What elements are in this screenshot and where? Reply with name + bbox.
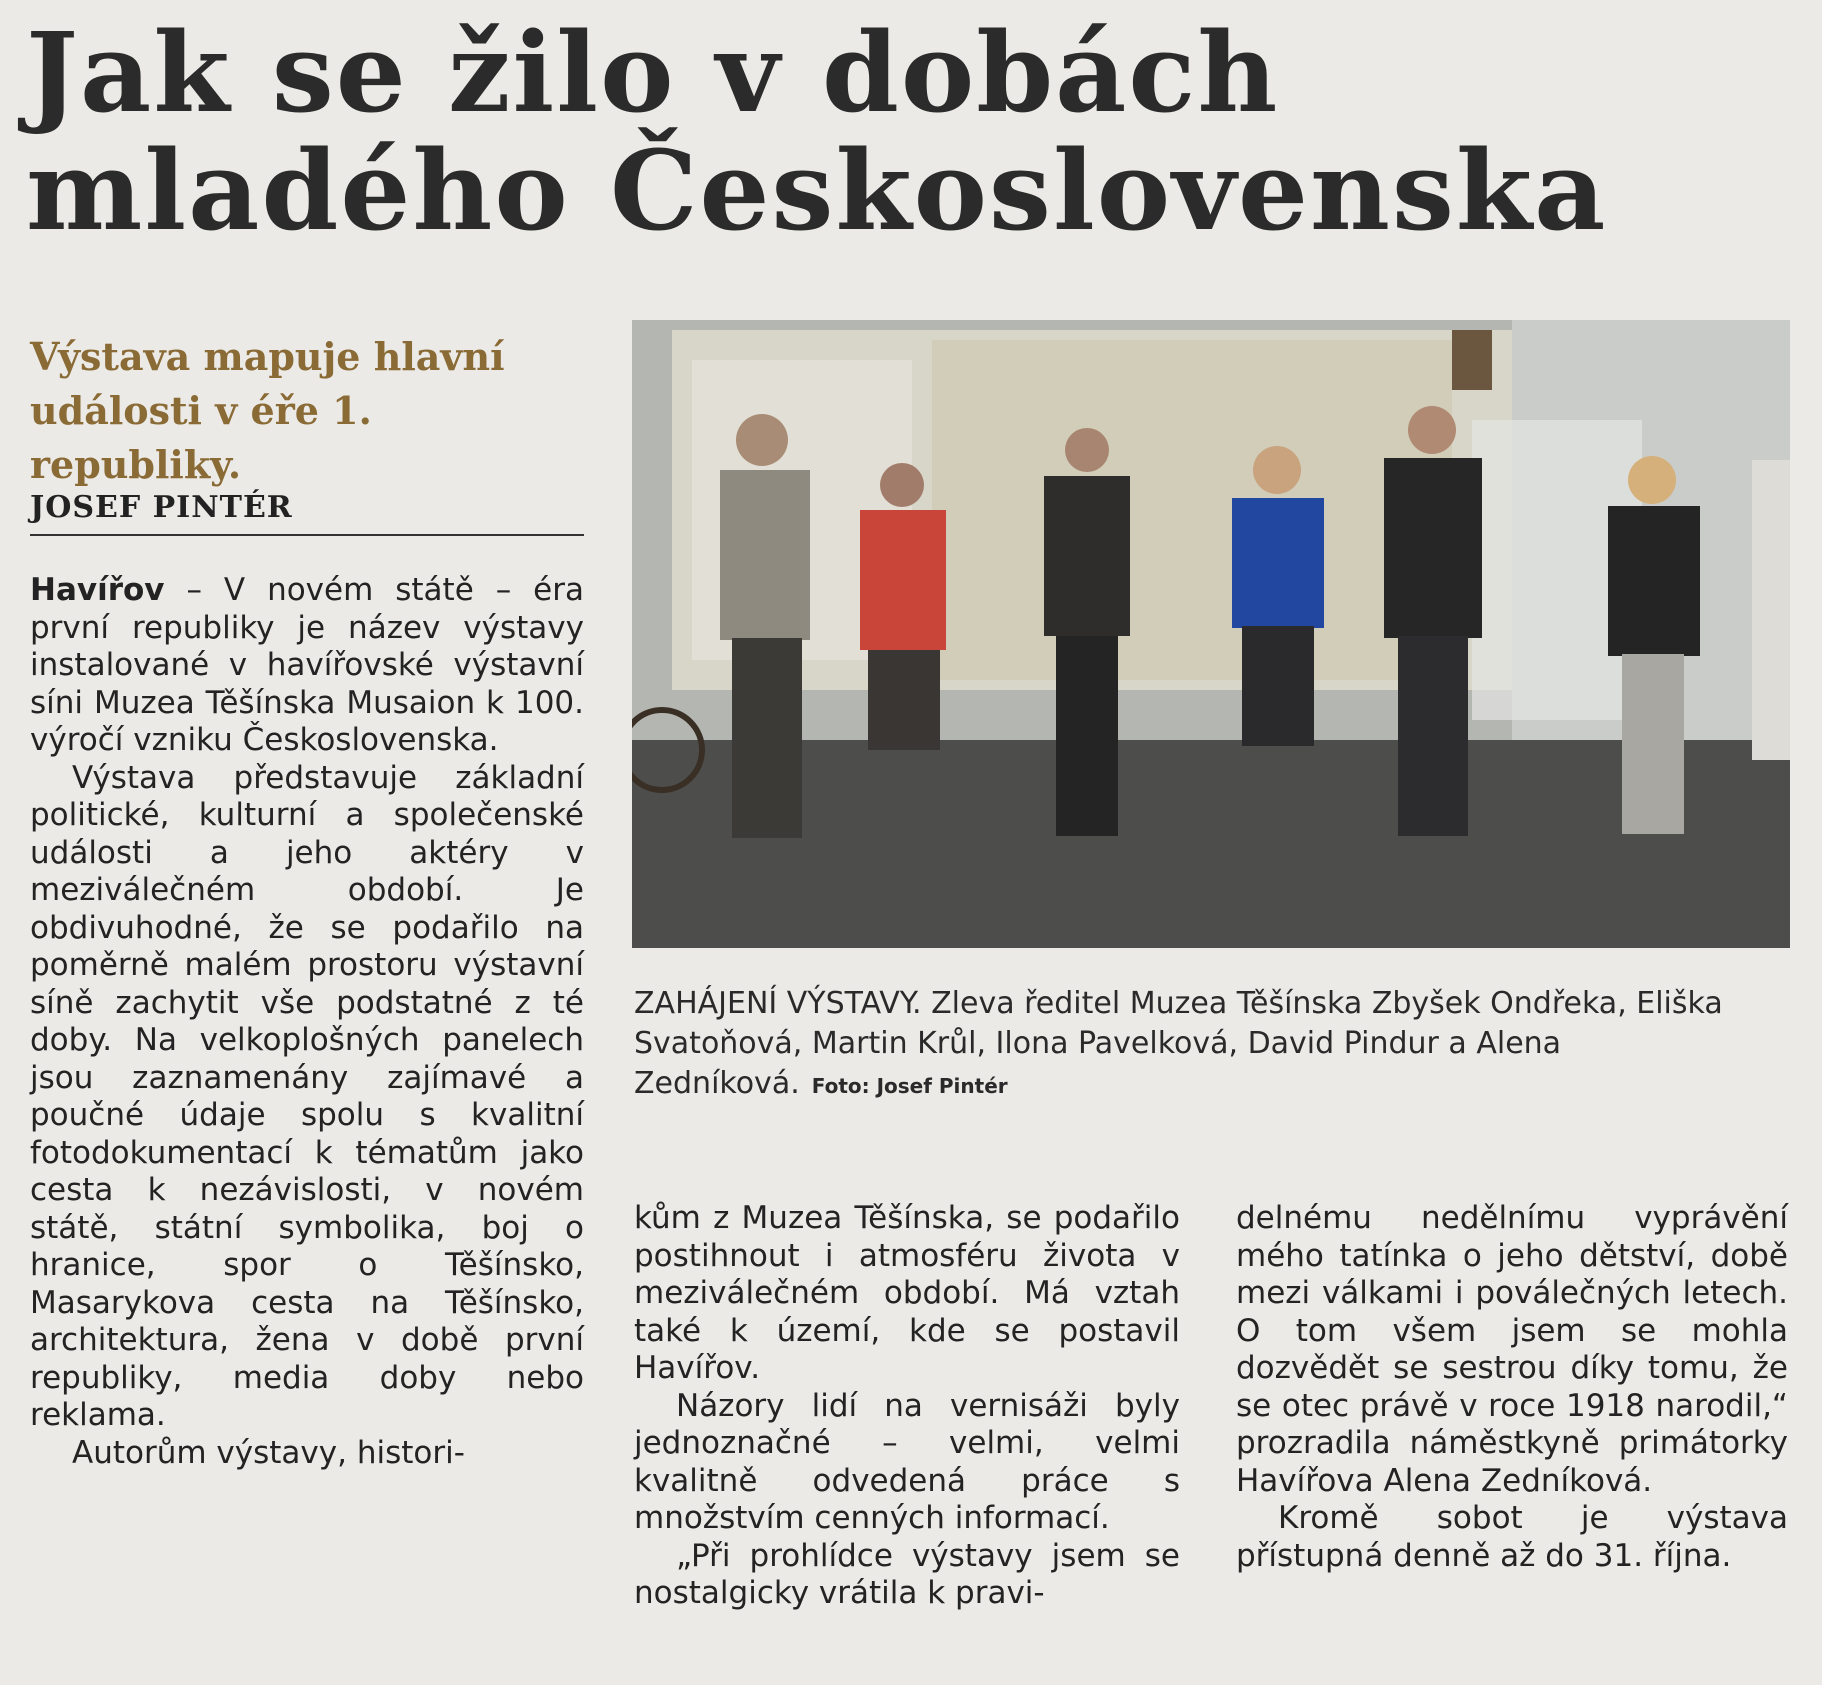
headline bbox=[26, 8, 1726, 255]
person-1 bbox=[720, 414, 810, 838]
article-column-3 bbox=[1236, 1200, 1788, 1575]
subheadline bbox=[30, 330, 590, 492]
person-3 bbox=[1044, 428, 1130, 836]
dateline-place: Havířov bbox=[30, 572, 165, 608]
caption-text: ZAHÁJENÍ VÝSTAVY. Zleva ředitel Muzea Těšínska Zbyšek Ondřeka, Eliška Svatoňová, Martin Krůl, Ilona Pavelková, David Pindur a Alena Zedníková. bbox=[634, 986, 1723, 1101]
article-column-1 bbox=[30, 572, 584, 1472]
paragraph: Kromě sobot je výstava přístupná denně až do 31. října. bbox=[1236, 1500, 1788, 1574]
paragraph: Názory lidí na vernisáži byly jednoznačné – velmi, velmi kvalitně odvedená práce s množstvím cenných informací. bbox=[634, 1387, 1180, 1536]
paragraph: kům z Muzea Těšínska, se podařilo postihnout i atmosféru života v meziválečném období. Má vztah také k území, kde se postavil Havířov. bbox=[634, 1200, 1180, 1386]
paragraph: Autorům výstavy, histori- bbox=[72, 1434, 465, 1471]
paragraph: delnému nedělnímu vyprávění mého tatínka o jeho dětství, době mezi válkami i poválečných letech. O tom všem jsem se mohla dozvědět se sestrou díky tomu, že se otec právě v roce 1918 narodil,“ prozradila náměstkyně primátorky Havířova Alena Zedníková. bbox=[1236, 1200, 1788, 1499]
paragraph bbox=[30, 572, 584, 760]
photo-credit: Foto: Josef Pintér bbox=[811, 1074, 1008, 1098]
subheadline-line-1: Výstava mapuje hlavní bbox=[30, 334, 505, 379]
headline-line-2: mladého Československa bbox=[26, 126, 1608, 255]
article-column-2 bbox=[634, 1200, 1180, 1613]
photo-illustration bbox=[632, 320, 1790, 948]
byline: JOSEF PINTÉR bbox=[30, 490, 584, 536]
headline-line-1: Jak se žilo v dobách bbox=[26, 8, 1280, 137]
paragraph-text: – V novém státě – éra první republiky je název výstavy instalované v havířovské výstavní síni Muzea Těšínska Musaion k 100. výročí vzniku Československa. bbox=[30, 572, 584, 758]
paragraph: Výstava představuje základní politické, kulturní a společenské události a jeho aktéry v meziválečném období. Je obdivuhodné, že se podařilo na poměrně malém prostoru výstavní síně zachytit vše podstatné z té doby. Na velkoplošných panelech jsou zaznamenány zajímavé a poučné údaje spolu s kvalitní fotodokumentací k tématům jako cesta k nezávislosti, v novém státě, státní symbolika, boj o hranice, spor o Těšínsko, Masarykova cesta na Těšínsko, architektura, žena v době první republiky, media doby nebo reklama. bbox=[30, 759, 584, 1433]
paragraph: „Při prohlídce výstavy jsem se nostalgicky vrátila k pravi- bbox=[634, 1537, 1180, 1611]
article-photo bbox=[632, 320, 1790, 948]
subheadline-line-2: události v éře 1. republiky. bbox=[30, 388, 372, 487]
person-5 bbox=[1384, 406, 1482, 836]
photo-caption bbox=[634, 984, 1794, 1106]
